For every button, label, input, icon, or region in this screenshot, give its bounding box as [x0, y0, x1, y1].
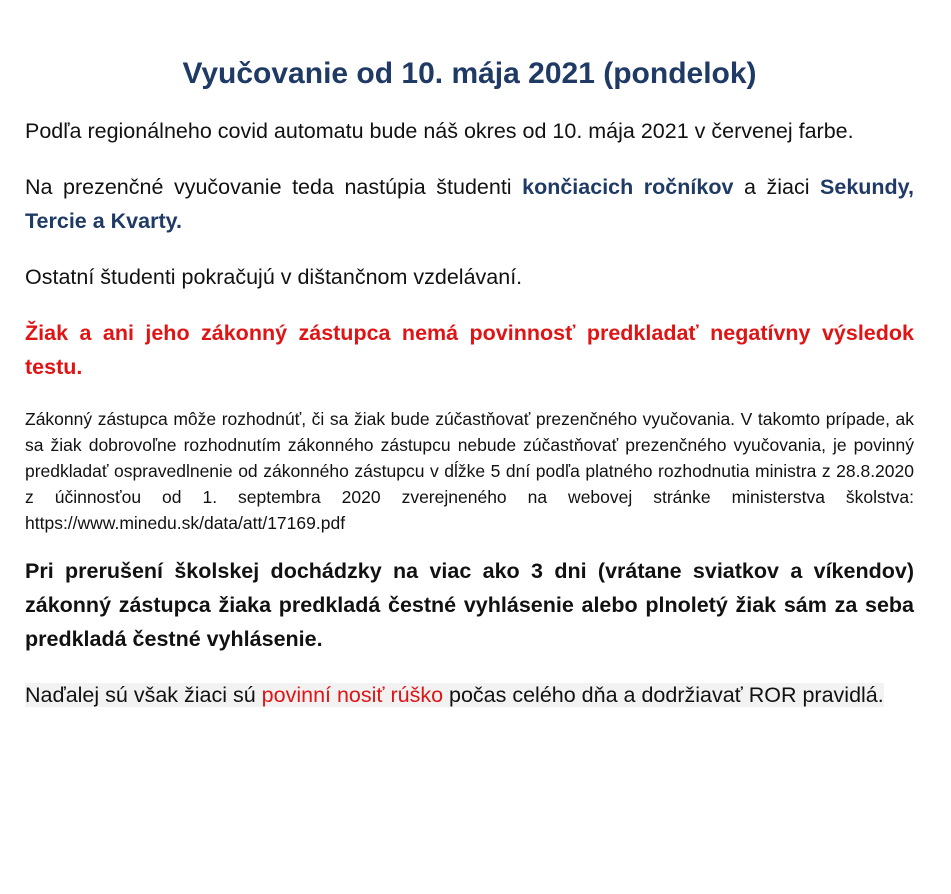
paragraph-distance-learning: Ostatní študenti pokračujú v dištančnom vzdelávaní. — [25, 265, 523, 289]
page-title: Vyučovanie od 10. mája 2021 (pondelok) — [182, 57, 757, 90]
attendance-text-start: Na prezenčné vyučovanie teda nastúpia študenti — [25, 175, 523, 199]
paragraph-absence-declaration: Pri prerušení školskej dochádzky na viac ako 3 dni (vrátane sviatkov a víkendov) zákonný zástupca žiaka predkladá čestné vyhlásenie alebo plnoletý žiak sám za seba predkladá čestné vyhlásenie. — [25, 559, 914, 651]
mask-text-end: počas celého dňa a dodržiavať ROR pravidlá. — [443, 683, 884, 707]
mask-text-start: Naďalej sú však žiaci sú — [25, 683, 262, 707]
paragraph-covid-automat: Podľa regionálneho covid automatu bude náš okres od 10. mája 2021 v červenej farbe. — [25, 119, 854, 143]
attendance-text-middle: a žiaci — [733, 175, 821, 199]
paragraph-mask-rules — [25, 678, 914, 712]
paragraph-test-notice: Žiak a ani jeho zákonný zástupca nemá povinnosť predkladať negatívny výsledok testu. — [25, 321, 914, 379]
final-years-highlight: končiacich ročníkov — [522, 175, 734, 199]
paragraph-attendance — [25, 170, 914, 238]
mask-highlight: povinní nosiť rúško — [261, 683, 444, 707]
paragraph-legal-guardian: Zákonný zástupca môže rozhodnúť, či sa žiak bude zúčastňovať prezenčného vyučovania. V takomto prípade, ak sa žiak dobrovoľne rozhodnutím zákonného zástupcu nebude zúčastňovať prezenčného vyučovania, je povinný predkladať ospravedlnenie od zákonného zástupcu v dĺžke 5 dní podľa platného rozhodnutia ministra z 28.8.2020 z účinnosťou od 1. septembra 2020 zverejneného na webovej stránke ministerstva školstva: https://www.minedu.sk/data/att/17169.pdf — [25, 409, 914, 533]
classes-highlight: Sekundy, Tercie a Kvarty. — [25, 175, 915, 233]
